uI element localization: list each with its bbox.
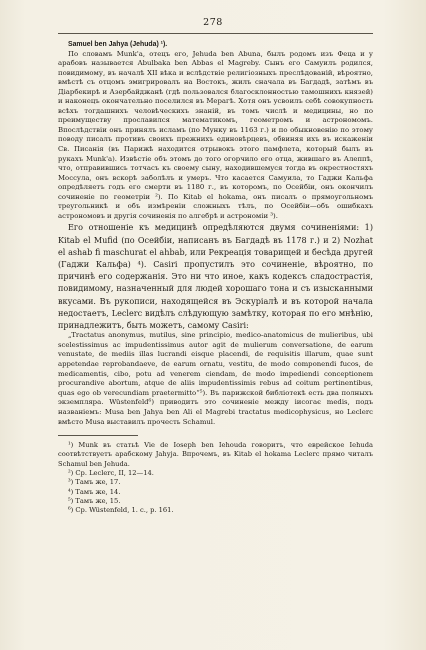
paragraph-medicine: Его отношеніе къ медицинѣ опредѣляются двумя сочиненіями: 1) Kitab el Mufid (по Осейбіи, написанъ въ Багдадѣ въ 1178 г.) и 2) Nozhat el ashab fi maschurat el ahbab, или Рекреація товарищей и бесѣда другей (Гаджи Кальфа) ⁴). Casiri пропустилъ это сочиненіе, вѣроятно, по причинѣ его содержанія. Это ни что иное, какъ кодексъ сладострастія, повидимому, назначенный для людей хорошаго тона и съ изысканными вкусами. Въ рукописи, находящейся въ Эскуріалѣ и въ которой начала недостаетъ, Leclerc видѣлъ слѣдующую замѣтку, которая по его мнѣнію, принадлежитъ, быть можетъ, самому Casiri:: [58, 222, 373, 331]
paragraph-biography: По словамъ Munk'a, отецъ его, Jehuda ben Abuna, былъ родомъ изъ Феца и у арабовъ называется Abulbaka ben Abbas el Magreby. Сынъ его Самуилъ родился, повидимому, въ началѣ XII вѣка и вслѣдствіе религіозныхъ преслѣдованій, вѣроятно, вмѣстѣ съ отцомъ эмигрировалъ на Востокъ, жилъ сначала въ Багдадѣ, затѣмъ въ Діарбекирѣ и Азербайджанѣ (гдѣ пользовался благосклонностью тамошнихъ князей) и наконецъ окончательно поселился въ Мерагѣ. Хотя онъ усвоилъ себѣ совокупность всѣхъ тогдашнихъ человѣческихъ знаній, въ томъ числѣ и медицины, но по преимуществу прославился математикомъ, геометромъ и астрономомъ. Впослѣдствіи онъ принялъ исламъ (по Мунку въ 1163 г.) и по обыкновенію по этому поводу писалъ противъ своихъ прежнихъ единовѣрцевъ, обвиняя ихъ въ искаженіи Св. Писанія (въ Парижѣ находится отрывокъ этого памфлета, который былъ въ рукахъ Munk'a). Извѣстіе объ этомъ до того огорчило его отца, жившаго въ Алеппѣ, что, отправившись тотчасъ къ своему сыну, находившемуся тогда въ окрестностяхъ Моссула, онъ вскорѣ заболѣлъ и умеръ. Что касается Самуила, то Гаджи Кальфа опредѣляетъ годъ его смерти въ 1180 г., въ которомъ, по Осейбіи, онъ окончилъ сочиненіе по геометріи ²). По Kitab el hokama, онъ писалъ о прямоугольномъ треугольникѣ и объ измѣреніи сложныхъ тѣлъ, по Осейбіи—объ ошибкахъ астрономовъ и другія сочиненія по алгебрѣ и астрономіи ³).: [58, 49, 373, 220]
footnote-4: ⁴) Тамъ же, 14.: [68, 487, 121, 496]
footnote-rule: [58, 435, 138, 436]
paragraph-latin-quote: „Tractatus anonymus, mutilus, sine principio, medico-anatomicus de mulieribus, ubi scelestissimus ac impudentissimus autor agit de mulierum conversatione, de earum venustate, de mediis illas lucrandi eisque placendi, de requisitis illarum, quae sunt appetendae reprobandaeve, de earum ornatu, vestitu, de modo componendi fucos, de medicamentis, cibo, potu ad venerem ciendam, de modo impediendi conceptionem procurandive abortum, atque de aliis impudentissimis rebus ad coitum pertinentibus, quas ego ob verecundiam praetermitto“⁵). Въ парижской библіотекѣ есть два полныхъ экземпляра. Wüstenfeld⁶) приводитъ это сочиненіе между іисогає medis, подъ названіемъ: Musa ben Jahya ben Ali el Magrebi tractatus medicophysicus, но Leclerc вмѣсто Musa выставилъ прочесть Schamul.: [58, 331, 373, 426]
footnote-3: ³) Тамъ же, 17.: [68, 478, 121, 487]
footnote-5: ⁵) Тамъ же, 15.: [68, 496, 121, 505]
footnote-6: ⁶) Ср. Wüstenfeld, 1. c., p. 161.: [68, 506, 174, 515]
footnotes: [58, 441, 373, 515]
footnote-1: ¹) Munk въ статьѣ Vie de Ioseph ben Iehouda говоритъ, что еврейское Iehuda соотвѣтствуетъ арабскому Jahуја. Впрочемъ, въ Kitab el hokama Leclerc прямо читалъ Schamul ben Jehuda.: [58, 441, 373, 468]
page-number: 278: [203, 17, 223, 28]
footnote-2: ²) Ср. Leclerc, II, 12—14.: [68, 469, 154, 478]
header-rule: [58, 33, 373, 34]
section-heading: Samuel ben Jahya (Jehuda) ¹).: [68, 41, 168, 48]
text-body: [58, 40, 373, 516]
